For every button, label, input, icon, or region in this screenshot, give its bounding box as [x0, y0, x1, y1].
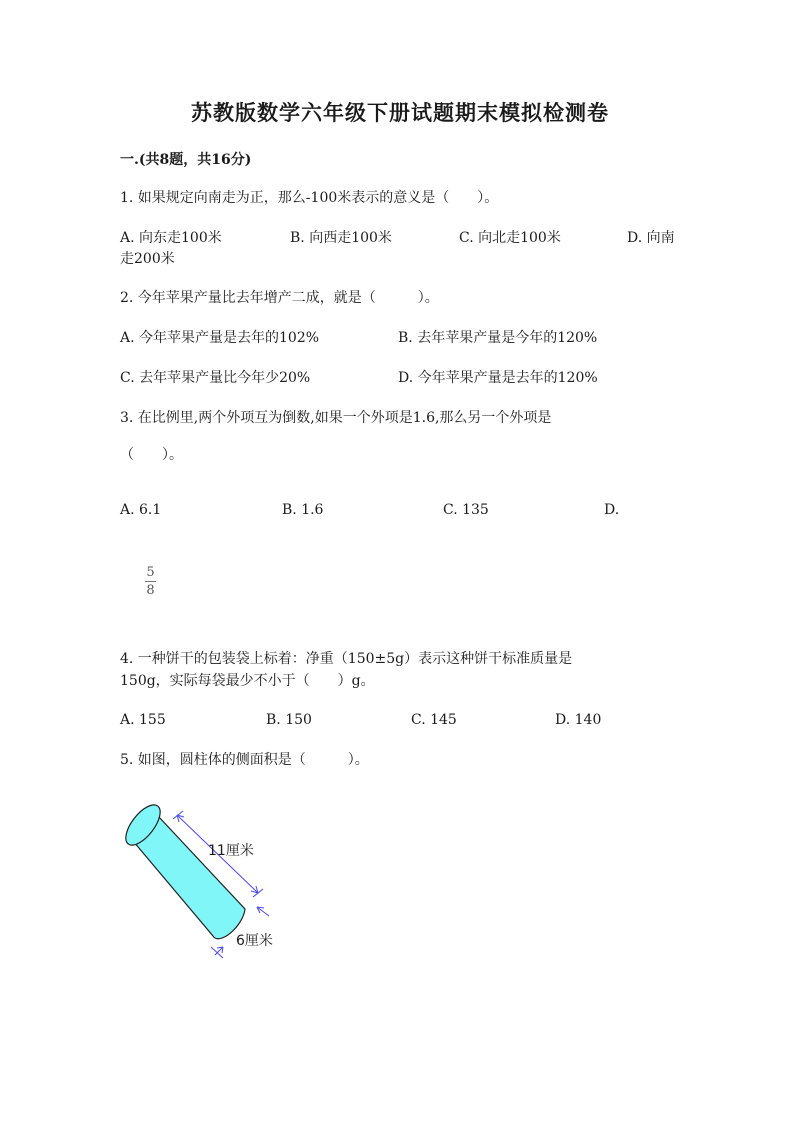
question-4-option-c: C. 145 — [411, 712, 457, 728]
question-1-option-c: C. 向北走100米 — [459, 230, 561, 246]
question-2-option-d: D. 今年苹果产量是去年的120% — [398, 370, 598, 386]
question-1-option-a: A. 向东走100米 — [120, 230, 222, 246]
fraction-five-eighths — [145, 565, 156, 598]
cylinder-figure — [115, 800, 315, 970]
question-4-stem-line1: 4. 一种饼干的包装袋上标着：净重（150±5g）表示这种饼干标准质量是 — [120, 651, 573, 667]
page-title: 苏教版数学六年级下册试题期末模拟检测卷 — [191, 100, 609, 125]
fraction-denominator: 8 — [146, 583, 155, 598]
question-3-option-d: D. — [604, 502, 620, 518]
question-1-option-d: D. 向南 — [627, 230, 675, 246]
fraction-numerator: 5 — [146, 565, 155, 580]
question-2-option-c: C. 去年苹果产量比今年少20% — [120, 370, 311, 386]
question-2-option-a: A. 今年苹果产量是去年的102% — [120, 330, 320, 346]
question-3-stem-line2: （ ）。 — [120, 447, 183, 463]
question-1-stem: 1. 如果规定向南走为正，那么-100米表示的意义是（ ）。 — [120, 190, 499, 206]
cylinder-length-label: 11厘米 — [208, 843, 254, 859]
question-2-option-b: B. 去年苹果产量是今年的120% — [398, 330, 598, 346]
question-4-option-b: B. 150 — [266, 712, 312, 728]
question-1-option-d-wrap: 走200米 — [120, 251, 175, 267]
question-3-stem-line1: 3. 在比例里,两个外项互为倒数,如果一个外项是1.6,那么另一个外项是 — [120, 410, 552, 426]
question-4-option-d: D. 140 — [555, 712, 602, 728]
question-3-option-b: B. 1.6 — [282, 502, 324, 518]
section-heading: 一.(共8题，共16分) — [120, 152, 252, 168]
fraction-bar — [145, 581, 156, 582]
question-3-option-c: C. 135 — [443, 502, 489, 518]
question-5-stem: 5. 如图，圆柱体的侧面积是（ ）。 — [120, 752, 369, 768]
question-1-option-b: B. 向西走100米 — [290, 230, 392, 246]
question-4-option-a: A. 155 — [120, 712, 166, 728]
question-2-stem: 2. 今年苹果产量比去年增产二成，就是（ ）。 — [120, 290, 439, 306]
cylinder-diameter-label: 6厘米 — [236, 933, 273, 949]
question-3-option-a: A. 6.1 — [120, 502, 162, 518]
question-4-stem-line2: 150g，实际每袋最少不小于（ ）g。 — [120, 673, 375, 689]
